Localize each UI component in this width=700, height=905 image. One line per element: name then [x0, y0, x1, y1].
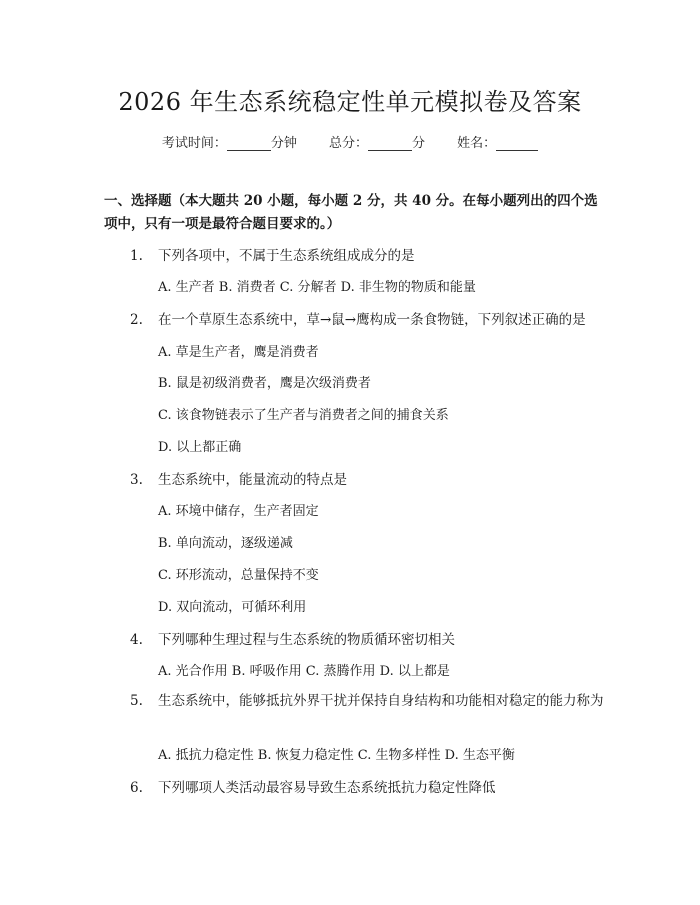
- question-number: 1.: [130, 248, 143, 264]
- question-text: 生态系统中，能够抵抗外界干扰并保持自身结构和功能相对稳定的能力称为: [158, 693, 604, 709]
- question-text: 下列哪项人类活动最容易导致生态系统抵抗力稳定性降低: [158, 780, 496, 796]
- exam-time-unit: 分钟: [270, 136, 297, 151]
- question-4: [130, 628, 455, 648]
- question-1: [130, 244, 415, 264]
- question-2-option-a: A. 草是生产者，鹰是消费者: [158, 345, 319, 360]
- question-3-option-d: D. 双向流动，可循环利用: [158, 600, 307, 615]
- total-score-unit: 分: [412, 136, 426, 151]
- question-text: 下列哪种生理过程与生态系统的物质循环密切相关: [158, 632, 455, 648]
- question-number: 4.: [130, 632, 143, 648]
- name-field: [457, 132, 538, 151]
- question-3-option-b: B. 单向流动，逐级递减: [158, 536, 293, 551]
- question-text: 生态系统中，能量流动的特点是: [158, 472, 347, 488]
- question-number: 5.: [130, 693, 143, 709]
- total-score-blank: [368, 136, 412, 151]
- question-5-options: A. 抵抗力稳定性 B. 恢复力稳定性 C. 生物多样性 D. 生态平衡: [158, 748, 515, 763]
- question-5: [104, 690, 614, 712]
- question-2-option-c: C. 该食物链表示了生产者与消费者之间的捕食关系: [158, 408, 449, 423]
- question-3: [130, 468, 347, 488]
- question-2-option-d: D. 以上都正确: [158, 440, 242, 455]
- total-score-label: 总分：: [328, 136, 368, 151]
- name-blank: [496, 136, 538, 151]
- exam-time-field: [162, 132, 297, 151]
- total-score-field: [329, 132, 425, 151]
- question-number: 2.: [130, 312, 143, 328]
- name-label: 姓名：: [457, 136, 497, 151]
- question-3-option-c: C. 环形流动，总量保持不变: [158, 568, 319, 583]
- section-heading: 一、选择题（本大题共 20 小题，每小题 2 分，共 40 分。在每小题列出的四个选项中，只有一项是最符合题目要求的。）: [104, 193, 598, 232]
- question-number: 3.: [130, 472, 143, 488]
- question-number: 6.: [130, 780, 143, 796]
- exam-time-label: 考试时间：: [161, 136, 227, 151]
- question-2: [130, 308, 586, 328]
- page-title: 2026 年生态系统稳定性单元模拟卷及答案: [118, 88, 582, 116]
- exam-time-blank: [227, 136, 271, 151]
- exam-info-line: [0, 132, 700, 151]
- question-3-option-a: A. 环境中储存，生产者固定: [158, 504, 319, 519]
- question-text: 在一个草原生态系统中，草→鼠→鹰构成一条食物链，下列叙述正确的是: [158, 312, 586, 328]
- question-6: [130, 776, 496, 796]
- question-text: 下列各项中，不属于生态系统组成成分的是: [158, 248, 415, 264]
- question-1-options: A. 生产者 B. 消费者 C. 分解者 D. 非生物的物质和能量: [158, 280, 476, 295]
- question-4-options: A. 光合作用 B. 呼吸作用 C. 蒸腾作用 D. 以上都是: [158, 664, 450, 679]
- question-2-option-b: B. 鼠是初级消费者，鹰是次级消费者: [158, 376, 371, 391]
